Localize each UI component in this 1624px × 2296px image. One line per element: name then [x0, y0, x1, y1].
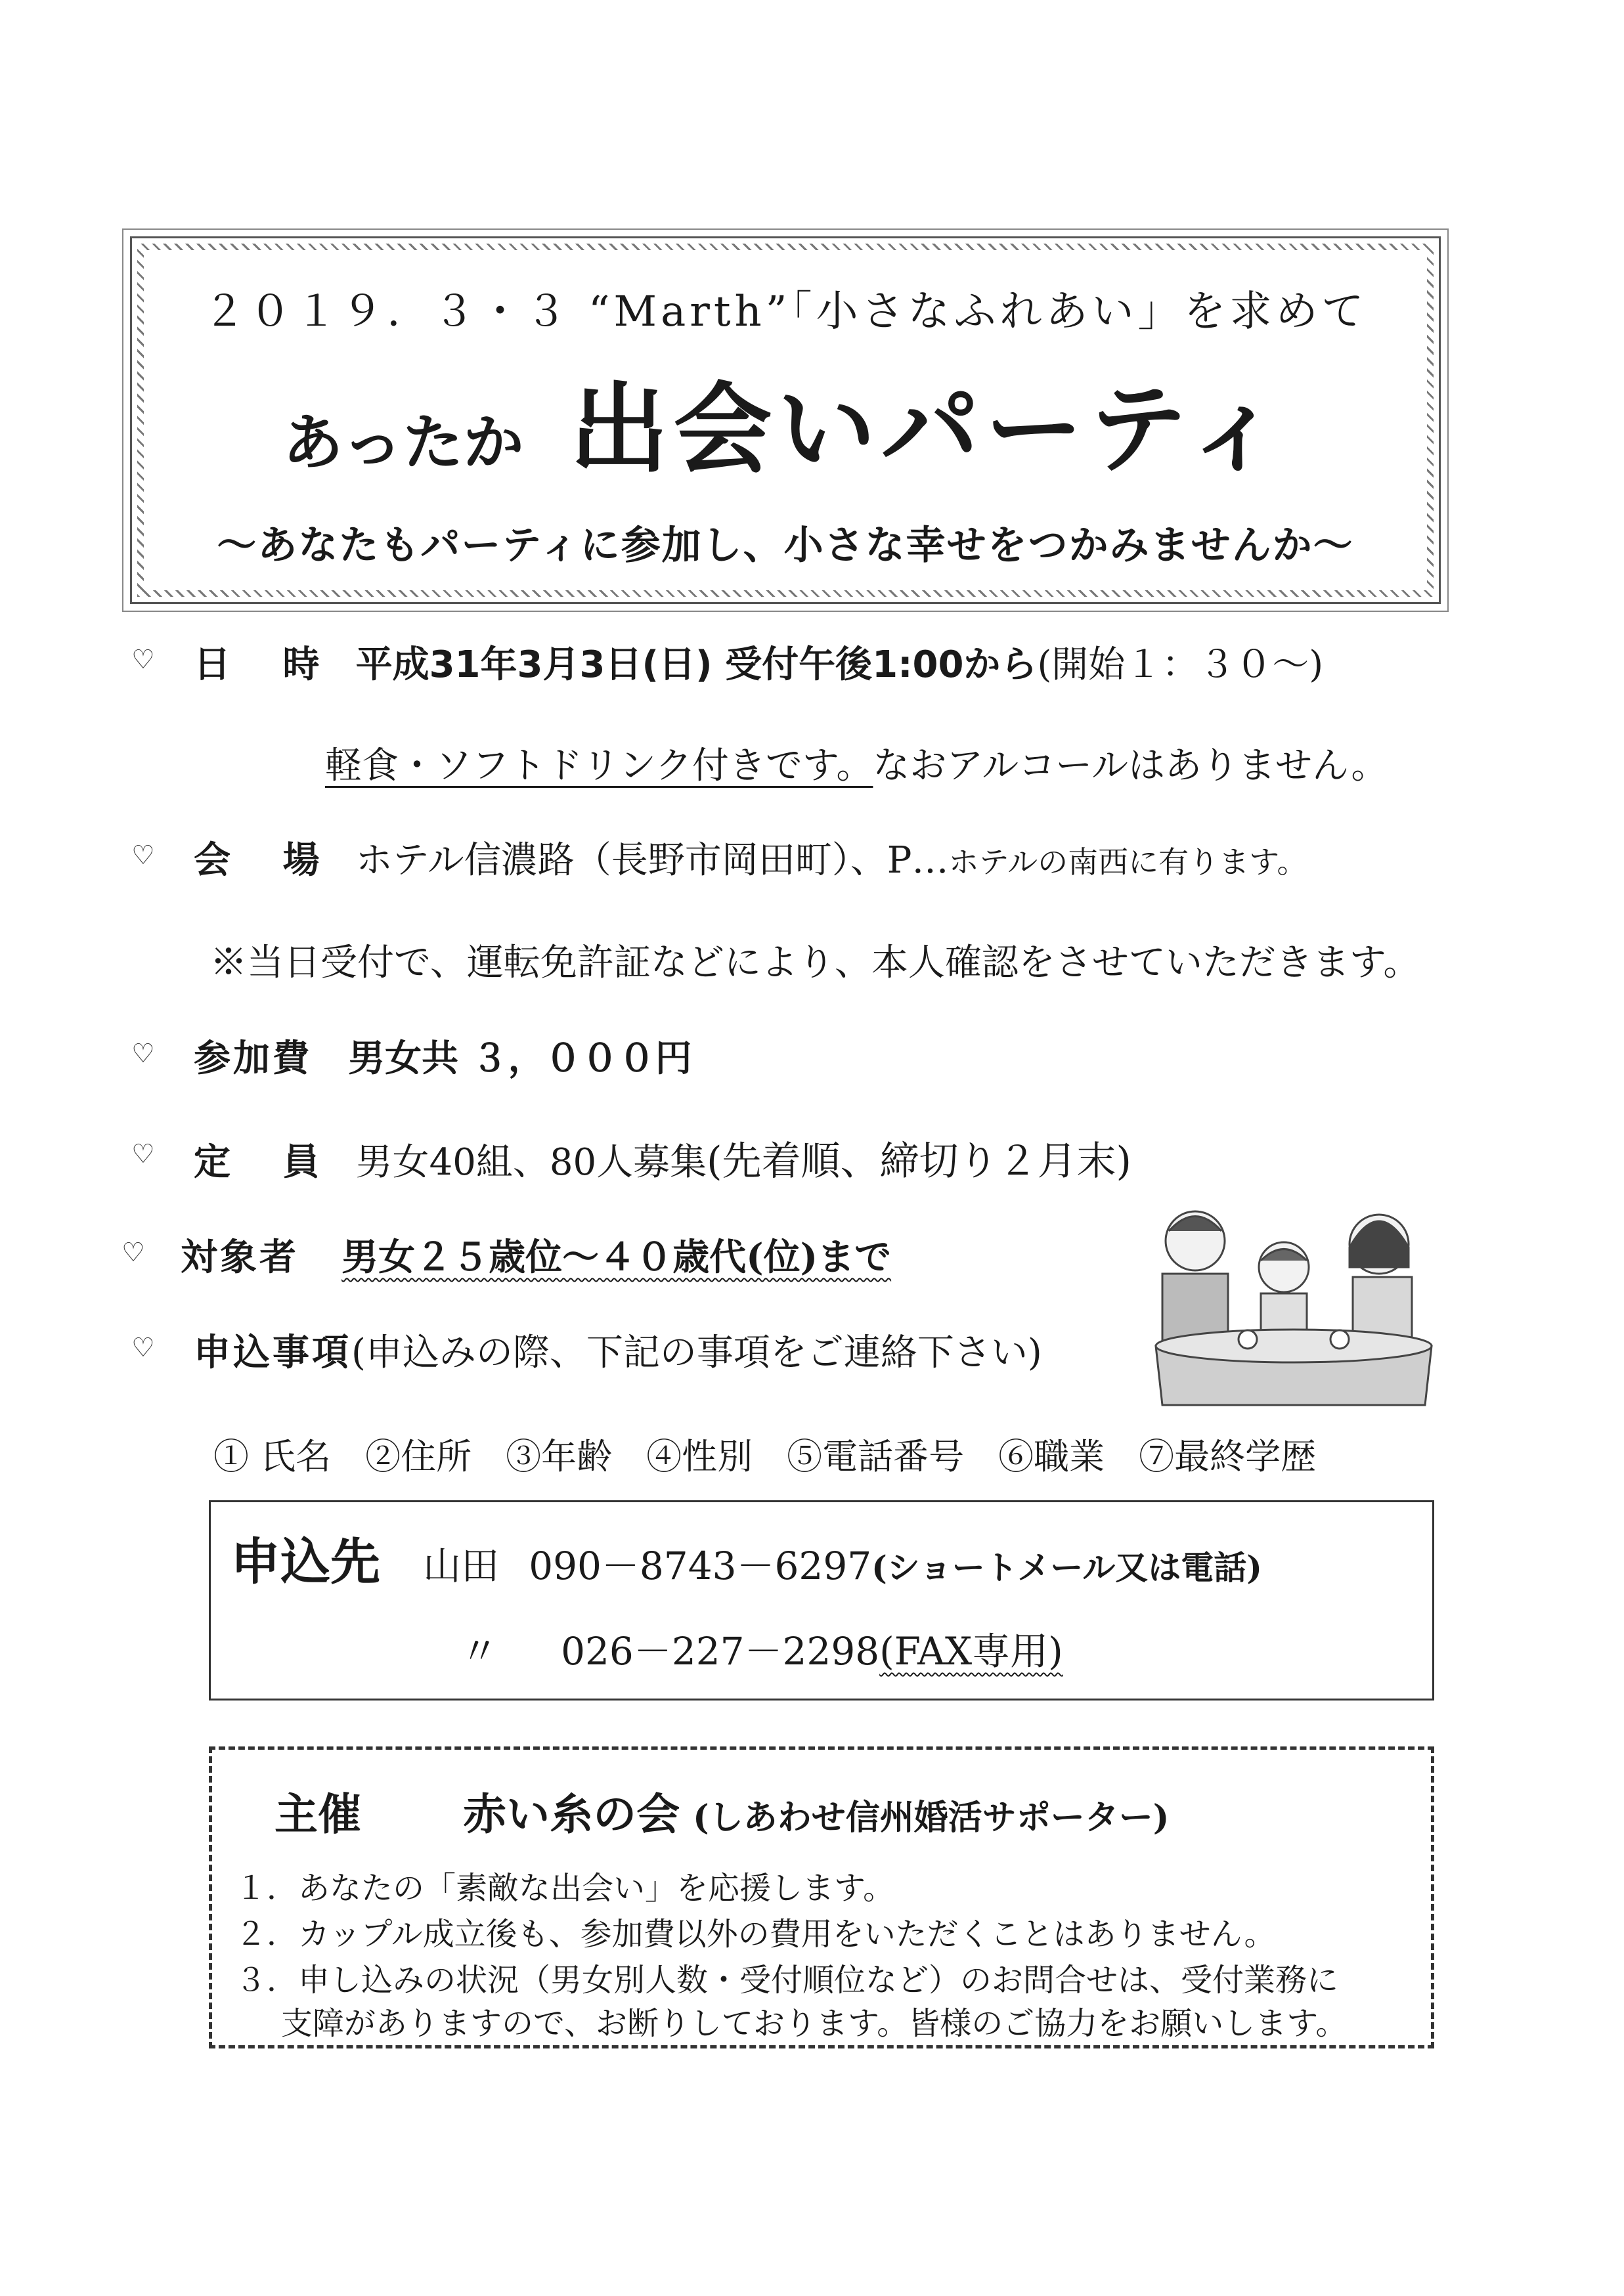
capacity-extra: (先着順、締切り２月末) [707, 1138, 1131, 1184]
target-row [181, 1228, 891, 1281]
application-label: 申込事項 [194, 1331, 351, 1374]
application-item: ⑦最終学歴 [1139, 1436, 1317, 1477]
organizer-label: 主催 [274, 1788, 361, 1840]
header-title [132, 350, 1439, 492]
contact-line1 [230, 1522, 1262, 1593]
heart-icon: ♡ [131, 1039, 155, 1069]
datetime-label: 日 時 [194, 643, 340, 686]
contact-fax-note: (FAX専用) [879, 1629, 1063, 1674]
organizer-item: 支障がありますので、お断りしております。皆様のご協力をお願いします。 [281, 2005, 1348, 2042]
application-item: ②住所 [365, 1436, 472, 1477]
alcohol-note: なおアルコールはありません。 [873, 745, 1388, 787]
target-label: 対象者 [181, 1236, 299, 1279]
application-item: ⑥職業 [998, 1436, 1105, 1477]
family-table-illustration [1143, 1195, 1445, 1418]
application-item: ③年齢 [506, 1436, 613, 1477]
fee-row [194, 1029, 692, 1082]
title-small: あったか [282, 407, 524, 478]
heart-icon: ♡ [131, 840, 155, 871]
organizer-item: １．あなたの「素敵な出会い」を応援します。 [235, 1870, 895, 1907]
capacity-label: 定 員 [194, 1140, 340, 1184]
organizer-header [274, 1779, 1169, 1842]
contact-fax: 026－227－2298 [561, 1629, 880, 1674]
heart-icon: ♡ [131, 1333, 155, 1363]
fee-value: 男女共 ３，０００円 [348, 1037, 692, 1080]
id-check-note: ※当日受付で、運転免許証などにより、本人確認をさせていただきます。 [210, 942, 1420, 984]
capacity-value: 男女40組、80人募集 [355, 1141, 707, 1184]
food-note: 軽食・ソフトドリンク付きです。 [325, 745, 873, 787]
venue-row [194, 831, 1307, 884]
contact-title: 申込先 [230, 1532, 380, 1591]
heart-icon: ♡ [131, 645, 155, 675]
application-note: (申込みの際、下記の事項をご連絡下さい) [351, 1332, 1042, 1374]
heart-icon: ♡ [131, 1139, 155, 1169]
organizer-sub: (しあわせ信州婚活サポーター) [693, 1798, 1170, 1838]
application-items [213, 1429, 1350, 1479]
datetime-note [325, 737, 1388, 789]
datetime-row [194, 636, 1323, 688]
application-row [194, 1324, 1042, 1376]
contact-name: 山田 [423, 1544, 500, 1588]
organizer-name: 赤い糸の会 [463, 1788, 680, 1840]
application-item: ① 氏名 [213, 1436, 332, 1477]
contact-phone: 090－8743－6297 [529, 1544, 872, 1588]
organizer-box [209, 1746, 1434, 2048]
venue-value: ホテル信濃路（長野市岡田町）、P… [355, 839, 949, 882]
ditto-mark: 〃 [460, 1629, 499, 1674]
contact-line2 [460, 1620, 1063, 1676]
contact-phone-note: (ショートメール又は電話) [871, 1548, 1262, 1587]
datetime-value: 平成31年3月3日(日) 受付午後1:00から [355, 643, 1038, 686]
target-value: 男女２５歳位～４０歳代(位)まで [341, 1236, 892, 1279]
application-item: ⑤電話番号 [787, 1436, 965, 1477]
capacity-row [194, 1130, 1131, 1186]
header-subtitle: ～あなたもパーティに参加し、小さな幸せをつかみませんか～ [217, 523, 1354, 569]
application-item: ④性別 [646, 1436, 753, 1477]
fee-label: 参加費 [194, 1037, 312, 1080]
datetime-start: (開始１：３０～) [1037, 643, 1324, 686]
title-big: 出会いパーティ [569, 372, 1288, 487]
header-line1: ２０１９．３・３ “Marth”「小さなふれあい」を求めて [203, 288, 1368, 336]
contact-box [209, 1500, 1434, 1700]
organizer-item: ３．申し込みの状況（男女別人数・受付順位など）のお問合せは、受付業務に [235, 1962, 1339, 1999]
organizer-item: ２．カップル成立後も、参加費以外の費用をいただくことはありません。 [235, 1916, 1276, 1953]
heart-icon: ♡ [121, 1238, 145, 1268]
parking-note: ホテルの南西に有ります。 [948, 844, 1307, 880]
header-box [130, 236, 1441, 604]
venue-label: 会 場 [194, 838, 340, 882]
